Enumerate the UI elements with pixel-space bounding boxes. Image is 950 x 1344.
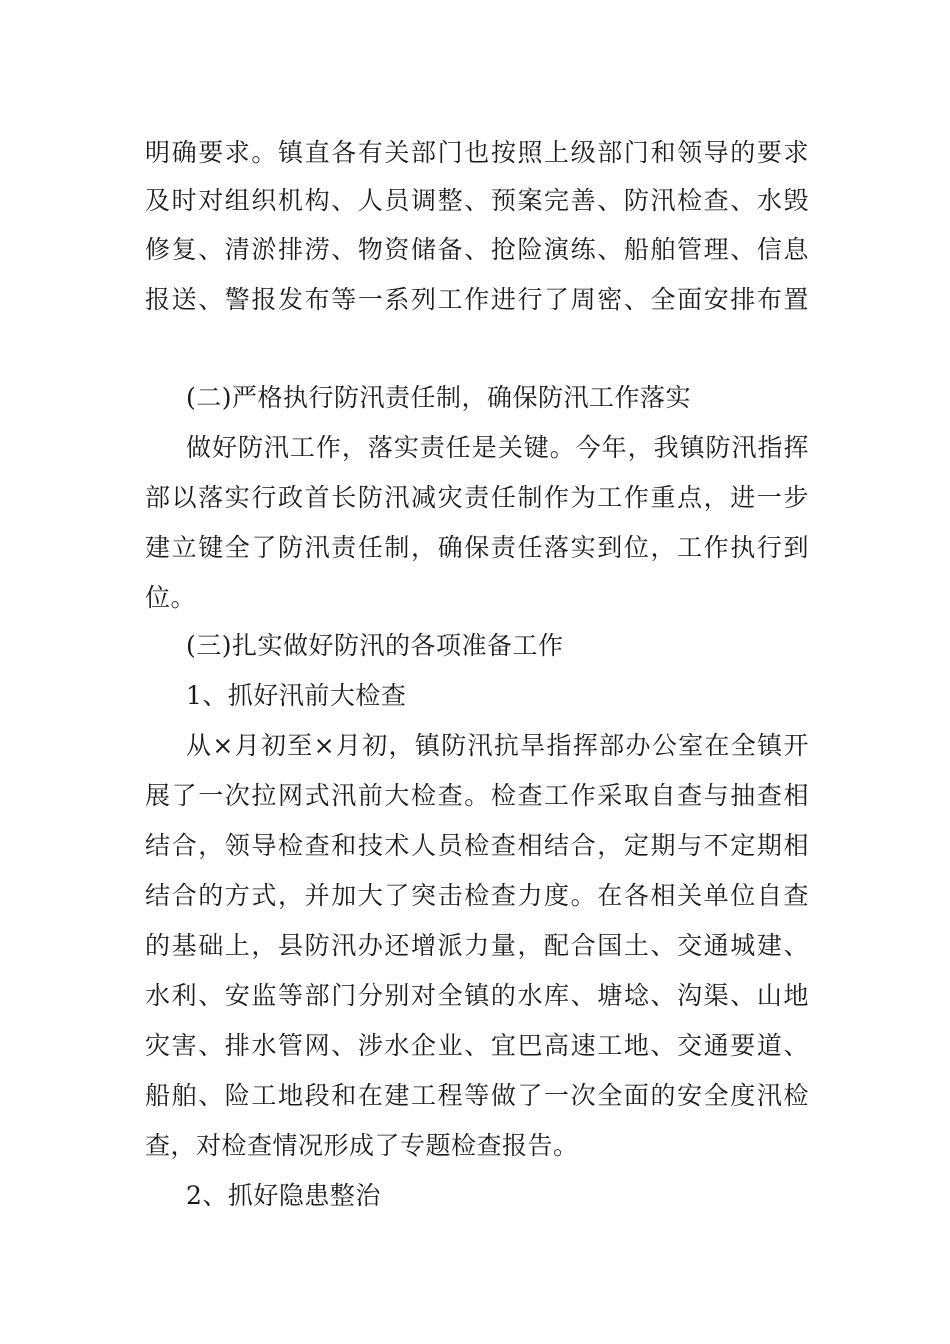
paragraph-line: 结合的方式，并加大了突击检查力度。在各相关单位自查 xyxy=(145,881,809,910)
paragraph-line: 建立键全了防汛责任制，确保责任落实到位，工作执行到 xyxy=(145,533,809,562)
paragraph-line: 水利、安监等部门分别对全镇的水库、塘埝、沟渠、山地 xyxy=(145,981,809,1010)
paragraph-line: 船舶、险工地段和在建工程等做了一次全面的安全度汛检 xyxy=(145,1081,809,1110)
paragraph-line: 做好防汛工作，落实责任是关键。今年，我镇防汛指挥 xyxy=(186,433,809,462)
paragraph-line: 位。 xyxy=(145,583,197,612)
paragraph-line: 明确要求。镇直各有关部门也按照上级部门和领导的要求 xyxy=(145,138,809,167)
paragraph-line: 的基础上，县防汛办还增派力量，配合国土、交通城建、 xyxy=(145,931,809,960)
paragraph-line: 从×月初至×月初，镇防汛抗旱指挥部办公室在全镇开 xyxy=(186,731,809,760)
paragraph-line: 修复、清淤排涝、物资储备、抢险演练、船舶管理、信息 xyxy=(145,235,809,264)
subheading-1: 1、抓好汛前大检查 xyxy=(186,681,407,710)
section-heading-3: (三)扎实做好防汛的各项准备工作 xyxy=(186,631,564,660)
paragraph-line: 查，对检查情况形成了专题检查报告。 xyxy=(145,1131,579,1160)
subheading-2: 2、抓好隐患整治 xyxy=(186,1181,381,1210)
paragraph-line: 灾害、排水管网、涉水企业、宜巴高速工地、交通要道、 xyxy=(145,1031,809,1060)
paragraph-line: 结合，领导检查和技术人员检查相结合，定期与不定期相 xyxy=(145,831,809,860)
paragraph-line: 部以落实行政首长防汛减灾责任制作为工作重点，进一步 xyxy=(145,483,809,512)
section-heading-2: (二)严格执行防汛责任制，确保防汛工作落实 xyxy=(186,383,692,412)
paragraph-line: 展了一次拉网式汛前大检查。检查工作采取自查与抽查相 xyxy=(145,781,809,810)
paragraph-line: 报送、警报发布等一系列工作进行了周密、全面安排布置 xyxy=(145,285,809,314)
paragraph-line: 及时对组织机构、人员调整、预案完善、防汛检查、水毁 xyxy=(145,186,809,215)
